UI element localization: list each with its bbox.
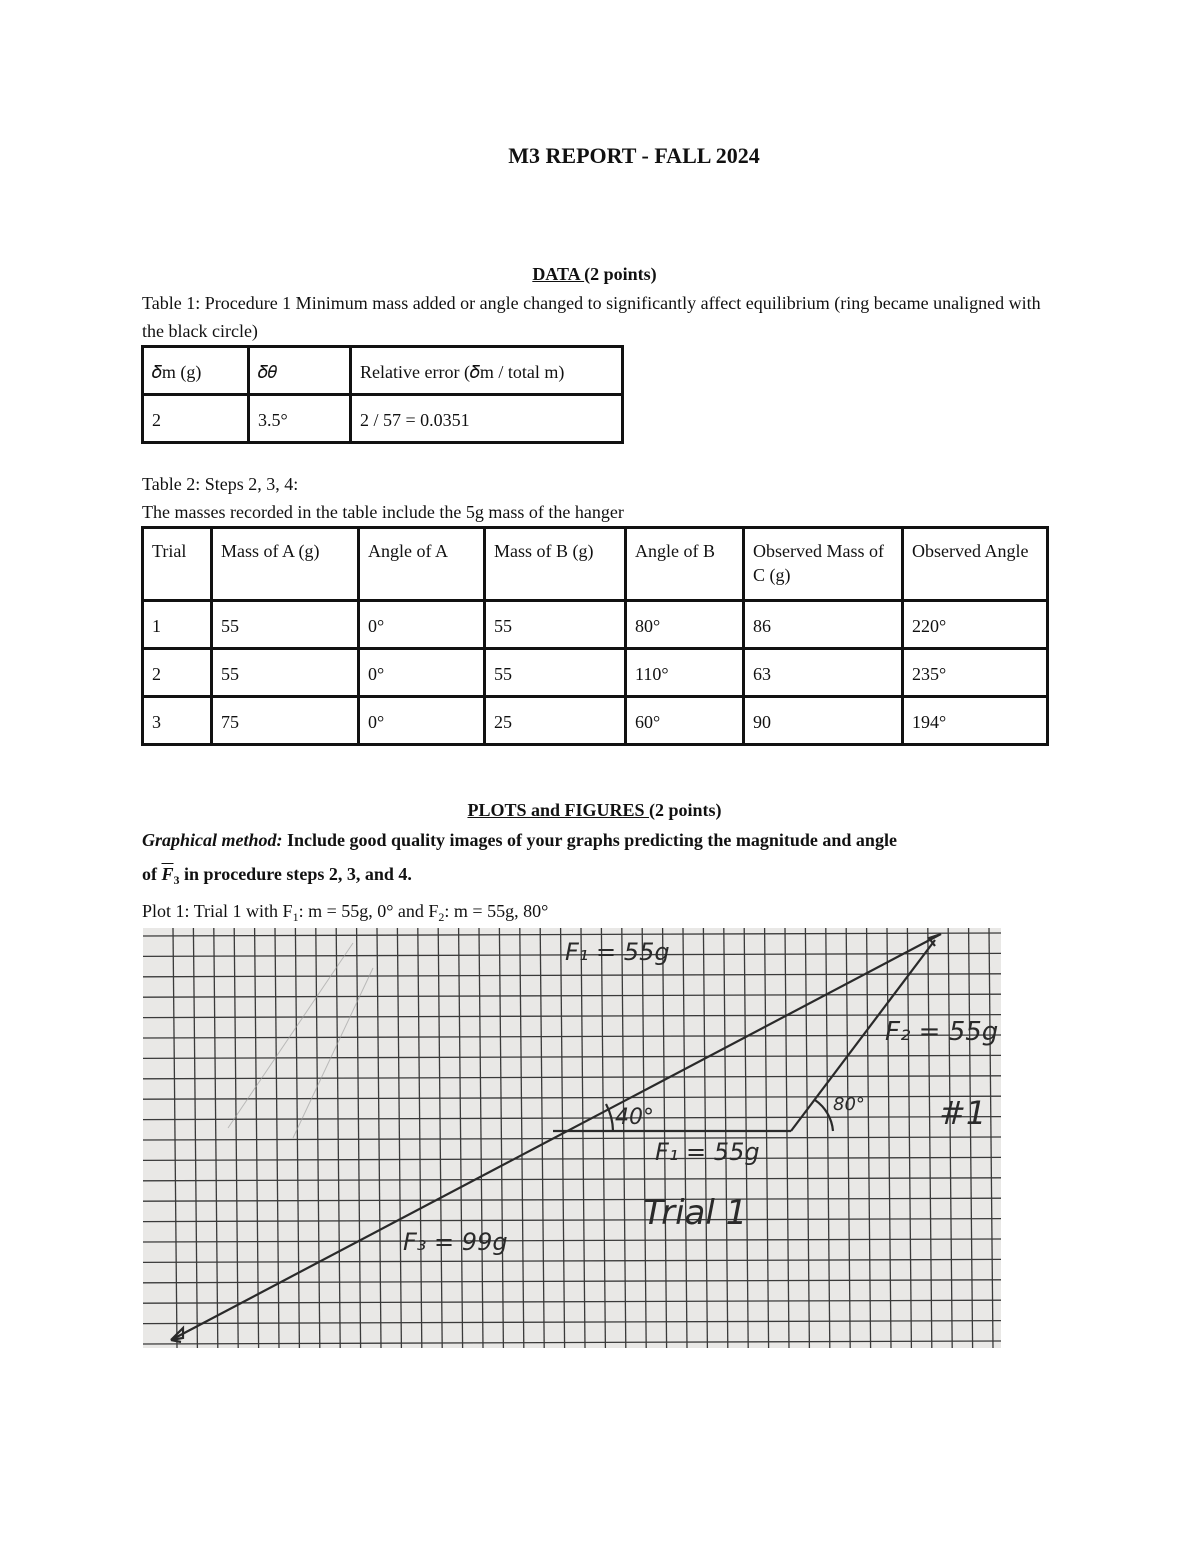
grid-line — [143, 1055, 1001, 1058]
plot1-caption-prefix: Plot 1: Trial 1 with F — [142, 901, 293, 921]
grid-line — [989, 928, 993, 1348]
instruction-text: Include good quality images of your graphs predicting the magnitude and angle — [282, 830, 897, 850]
label-number: #1 — [939, 1094, 987, 1132]
table-header-cell: 𝛿m (g) — [143, 347, 249, 395]
plot1-caption-mid: : m = 55g, 0° and F — [298, 901, 439, 921]
grid-line — [143, 1137, 1001, 1140]
instruction-line1 — [142, 826, 1052, 854]
grid-line — [143, 1239, 1001, 1242]
grid-line — [143, 1178, 1001, 1181]
grid-line — [143, 933, 1001, 936]
table-cell: 194° — [903, 697, 1048, 745]
table-header-cell: Observed Mass of C (g) — [744, 528, 903, 601]
table-row — [143, 601, 1048, 649]
instruction-vector: $\overline{F}$ — [161, 864, 174, 884]
table-cell: 25 — [485, 697, 626, 745]
grid-line — [377, 928, 381, 1348]
grid-line — [143, 1300, 1001, 1303]
instruction-italic: Graphical method: — [142, 830, 283, 850]
label-f3: F₃ = 99g — [403, 1228, 508, 1256]
grid-line — [907, 928, 911, 1348]
label-angle-80: 80° — [833, 1094, 865, 1115]
grid-line — [143, 1198, 1001, 1201]
label-f1-top: F₁ = 55g — [565, 938, 670, 966]
grid-line — [143, 994, 1001, 997]
table-header-cell: Relative error (𝛿m / total m) — [351, 347, 623, 395]
grid-line — [143, 1117, 1001, 1120]
data-heading-points: (2 points) — [584, 264, 657, 284]
grid-line — [143, 1280, 1001, 1283]
grid-line — [948, 928, 952, 1348]
table-cell: 2 / 57 = 0.0351 — [351, 395, 623, 443]
table-header-cell: Angle of A — [359, 528, 485, 601]
grid-line — [520, 928, 524, 1348]
label-f2: F₂ = 55g — [885, 1017, 999, 1047]
plot1-caption-sub1: 1 — [292, 910, 299, 924]
instruction-line2-prefix: of — [142, 864, 162, 884]
grid-line — [143, 1341, 1001, 1344]
table2 — [141, 526, 1049, 746]
table-cell: 0° — [359, 697, 485, 745]
grid-line — [479, 928, 483, 1348]
grid-line — [143, 1259, 1001, 1262]
grid-line — [418, 928, 422, 1348]
grid-line — [969, 928, 973, 1348]
table-cell: 3 — [143, 697, 212, 745]
grid-line — [499, 928, 503, 1348]
graph-paper-drawing — [143, 928, 1001, 1348]
plot1-photo — [143, 928, 1001, 1348]
grid-line — [143, 974, 1001, 977]
table-cell: 55 — [212, 649, 359, 697]
table-cell: 1 — [143, 601, 212, 649]
grid-line — [459, 928, 463, 1348]
data-heading — [0, 264, 1189, 285]
grid-line — [255, 928, 259, 1348]
table-row — [143, 697, 1048, 745]
grid-line — [316, 928, 320, 1348]
table-header-cell: Mass of A (g) — [212, 528, 359, 601]
grid-line — [143, 1219, 1001, 1222]
table-row — [143, 649, 1048, 697]
grid-line — [438, 928, 442, 1348]
plot1-caption-sub2: 2 — [438, 910, 445, 924]
instruction-line2-suffix: in procedure steps 2, 3, and 4. — [179, 864, 412, 884]
table-cell: 63 — [744, 649, 903, 697]
page-title: M3 REPORT - FALL 2024 — [508, 143, 760, 168]
grid-line — [143, 1096, 1001, 1099]
instruction-vector-sub: 3 — [173, 873, 180, 887]
table-cell: 2 — [143, 649, 212, 697]
grid-line — [143, 1015, 1001, 1018]
table-cell: 55 — [485, 601, 626, 649]
table-header-cell: Observed Angle — [903, 528, 1048, 601]
angle-arc-80 — [815, 1100, 833, 1131]
table-cell: 110° — [626, 649, 744, 697]
table-cell: 0° — [359, 649, 485, 697]
table-cell: 235° — [903, 649, 1048, 697]
grid-line — [336, 928, 340, 1348]
grid-line — [143, 1157, 1001, 1160]
label-angle-40: 40° — [615, 1105, 654, 1130]
grid-line — [928, 928, 932, 1348]
grid-line — [397, 928, 401, 1348]
plots-heading-points: (2 points) — [649, 800, 722, 820]
pencil-line — [228, 943, 353, 1128]
table-row — [143, 395, 623, 443]
grid-line — [143, 1035, 1001, 1038]
grid-line — [214, 928, 218, 1348]
table-cell: 90 — [744, 697, 903, 745]
table-cell: 3.5° — [249, 395, 351, 443]
grid-line — [143, 1321, 1001, 1324]
label-trial: Trial 1 — [643, 1193, 748, 1233]
table-cell: 55 — [485, 649, 626, 697]
instruction-line2 — [142, 860, 1052, 894]
plots-heading-text: PLOTS and FIGURES — [467, 800, 650, 820]
table1-caption: Table 1: Procedure 1 Minimum mass added or angle changed to significantly affect equilibrium (ring became unaligned with the black circle) — [142, 293, 1041, 341]
table-header-row — [143, 528, 1048, 601]
table-header-cell: Trial — [143, 528, 212, 601]
table-cell: 86 — [744, 601, 903, 649]
table-header-cell: 𝛿𝜃 — [249, 347, 351, 395]
pencil-construction-lines — [228, 943, 373, 1138]
graph-grid — [143, 928, 1001, 1348]
data-heading-text: DATA — [532, 264, 585, 284]
table-header-cell: Angle of B — [626, 528, 744, 601]
plot1-caption-suffix: : m = 55g, 80° — [444, 901, 549, 921]
table2-caption-line1: Table 2: Steps 2, 3, 4: — [142, 474, 299, 494]
table-cell: 220° — [903, 601, 1048, 649]
grid-line — [173, 928, 177, 1348]
plot1-caption — [142, 897, 1052, 931]
table1 — [141, 345, 624, 444]
pencil-line — [293, 968, 373, 1138]
table-cell: 55 — [212, 601, 359, 649]
grid-line — [234, 928, 238, 1348]
plots-heading — [0, 800, 1189, 821]
table-header-row — [143, 347, 623, 395]
table-header-cell: Mass of B (g) — [485, 528, 626, 601]
table-cell: 60° — [626, 697, 744, 745]
grid-line — [143, 1076, 1001, 1079]
label-f1-bottom: F₁ = 55g — [655, 1138, 760, 1166]
table-cell: 2 — [143, 395, 249, 443]
table2-caption-line2: The masses recorded in the table include the 5g mass of the hanger — [142, 502, 624, 522]
grid-line — [357, 928, 361, 1348]
grid-line — [295, 928, 299, 1348]
table-cell: 75 — [212, 697, 359, 745]
table-cell: 0° — [359, 601, 485, 649]
grid-line — [193, 928, 197, 1348]
table-cell: 80° — [626, 601, 744, 649]
